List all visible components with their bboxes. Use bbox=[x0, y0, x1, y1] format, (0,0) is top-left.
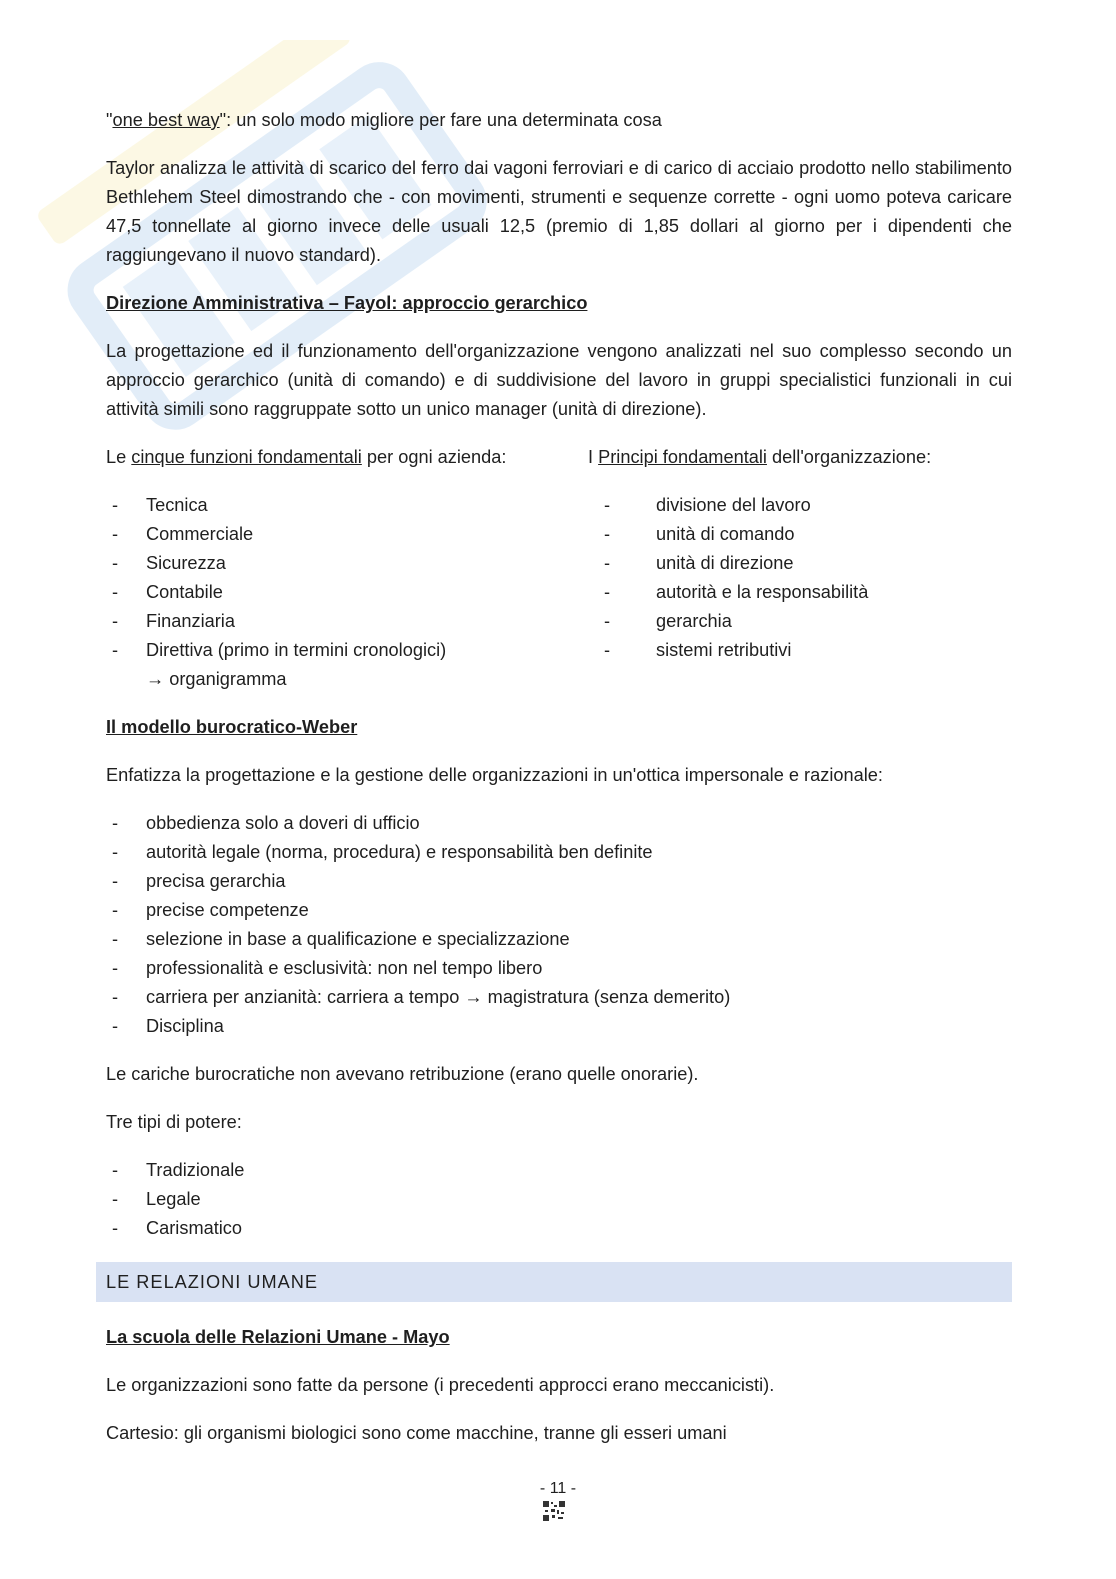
mayo-paragraph-1: Le organizzazioni sono fatte da persone (i precedenti approcci erano meccanicisti). bbox=[106, 1375, 775, 1395]
fayol-columns bbox=[106, 443, 1012, 713]
one-best-way-line: "one best way": un solo modo migliore per fare una determinata cosa bbox=[106, 110, 662, 130]
weber-heading: Il modello burocratico-Weber bbox=[106, 717, 358, 737]
principles-column bbox=[588, 443, 1012, 713]
list-item: - selezione in base a qualificazione e specializzazione bbox=[112, 929, 570, 949]
list-item: - Sicurezza bbox=[112, 553, 226, 573]
mayo-heading: La scuola delle Relazioni Umane - Mayo bbox=[106, 1327, 450, 1347]
weber-list bbox=[106, 809, 1012, 1041]
principles-intro: I Principi fondamentali dell'organizzazione: bbox=[588, 447, 932, 467]
list-item: - obbedienza solo a doveri di ufficio bbox=[112, 813, 420, 833]
list-item: - Direttiva (primo in termini cronologici) bbox=[112, 640, 447, 660]
list-item: - carriera per anzianità: carriera a tempo → magistratura (senza demerito) bbox=[112, 987, 731, 1007]
list-item: - unità di direzione bbox=[604, 553, 794, 573]
document-page bbox=[106, 106, 1012, 1467]
list-item: - autorità e la responsabilità bbox=[604, 582, 869, 602]
one-best-way-term: one best way bbox=[112, 110, 220, 130]
list-item: - Tradizionale bbox=[112, 1160, 245, 1180]
fayol-paragraph: La progettazione ed il funzionamento dell'organizzazione vengono analizzati nel suo complesso secondo un approccio gerarchico (unità di comando) e di suddivisione del lavoro in gruppi specialistici funzionali in cui attività simili sono raggruppate sotto un unico manager (unità di direzione). bbox=[106, 341, 1012, 419]
weber-paragraph: Enfatizza la progettazione e la gestione delle organizzazioni in un'ottica impersonale e razionale: bbox=[106, 765, 883, 785]
organigramma-line: → organigramma bbox=[146, 669, 287, 689]
qr-code-icon bbox=[542, 1500, 566, 1522]
list-item: - divisione del lavoro bbox=[604, 495, 811, 515]
power-list bbox=[106, 1156, 1012, 1243]
list-item: - precise competenze bbox=[112, 900, 309, 920]
list-item: - precisa gerarchia bbox=[112, 871, 286, 891]
list-item: - unità di comando bbox=[604, 524, 795, 544]
power-intro: Tre tipi di potere: bbox=[106, 1112, 242, 1132]
principles-list bbox=[588, 491, 1012, 665]
list-item: - Tecnica bbox=[112, 495, 208, 515]
functions-list bbox=[106, 491, 588, 665]
list-item: - sistemi retributivi bbox=[604, 640, 792, 660]
page-number: - 11 - bbox=[539, 1480, 577, 1497]
list-item: - Finanziaria bbox=[112, 611, 235, 631]
list-item: - Carismatico bbox=[112, 1218, 243, 1238]
functions-intro: Le cinque funzioni fondamentali per ogni azienda: bbox=[106, 447, 507, 467]
list-item: - gerarchia bbox=[604, 611, 732, 631]
list-item: - Disciplina bbox=[112, 1016, 224, 1036]
list-item: - Contabile bbox=[112, 582, 223, 602]
section-band-relazioni-umane: LE RELAZIONI UMANE bbox=[96, 1262, 1012, 1302]
weber-note: Le cariche burocratiche non avevano retribuzione (erano quelle onorarie). bbox=[106, 1064, 699, 1084]
taylor-paragraph: Taylor analizza le attività di scarico del ferro dai vagoni ferroviari e di carico di acciaio prodotto nello stabilimento Bethlehem Steel dimostrando che - con movimenti, strumenti e sequenze corrette - ogni uomo poteva caricare 47,5 tonnellate al giorno invece delle usuali 12,5 (premio di 1,85 dollari al giorno per i dipendenti che raggiungevano il nuovo standard). bbox=[106, 158, 1012, 265]
list-item: - Legale bbox=[112, 1189, 201, 1209]
mayo-paragraph-2: Cartesio: gli organismi biologici sono come macchine, tranne gli esseri umani bbox=[106, 1423, 727, 1443]
list-item: - autorità legale (norma, procedura) e responsabilità ben definite bbox=[112, 842, 653, 862]
list-item: - Commerciale bbox=[112, 524, 254, 544]
functions-column bbox=[106, 443, 588, 713]
fayol-heading: Direzione Amministrativa – Fayol: approccio gerarchico bbox=[106, 293, 588, 313]
list-item: - professionalità e esclusività: non nel tempo libero bbox=[112, 958, 543, 978]
